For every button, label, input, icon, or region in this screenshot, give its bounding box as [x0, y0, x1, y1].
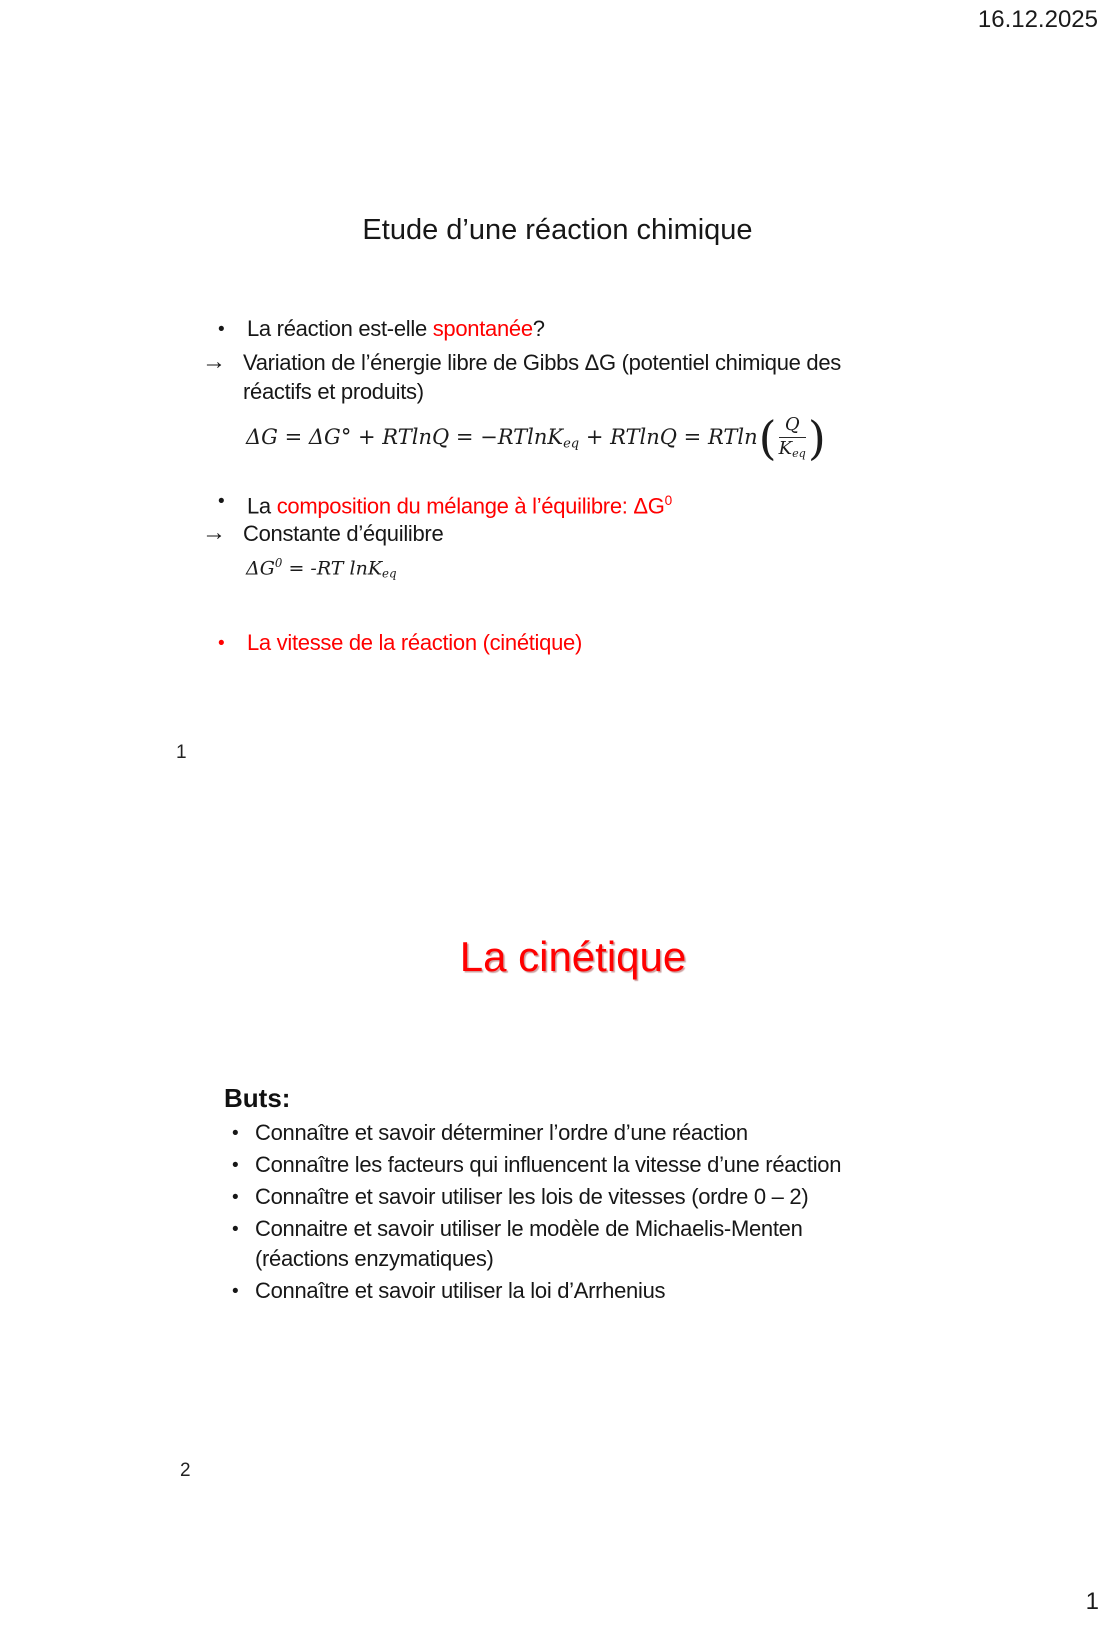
- buts-heading: Buts:: [224, 1083, 291, 1113]
- fraction-denominator-subscript: eq: [792, 446, 806, 460]
- bullet-icon: •: [232, 1155, 239, 1176]
- close-paren: ): [807, 411, 826, 465]
- bullet-text-red: composition du mélange à l’équilibre: ΔG: [276, 493, 665, 519]
- bullet-text-red: La vitesse de la réaction (cinétique): [247, 630, 582, 655]
- list-item: [230, 1276, 950, 1306]
- bullet-text-black2: ?: [532, 316, 545, 341]
- bullet-text-red: spontanée: [432, 316, 533, 341]
- bullet-text: Connaître et savoir utiliser les lois de vitesses (ordre 0 – 2): [255, 1184, 809, 1209]
- list-item: [230, 1214, 950, 1274]
- list-item: [230, 1182, 950, 1212]
- list-item: [230, 1150, 950, 1180]
- arrow-line-constante: [202, 519, 893, 548]
- bullet-icon: •: [232, 1219, 239, 1240]
- arrow-text: Constante d’équilibre: [243, 521, 444, 546]
- bullet-vitesse: [218, 628, 582, 657]
- buts-list: [230, 1118, 950, 1308]
- bullet-composition: [218, 486, 672, 520]
- arrow-text: Variation de l’énergie libre de Gibbs ΔG (potentiel chimique des réactifs et produits): [243, 350, 841, 404]
- fraction-denominator: $K_{eq}$: [778, 437, 806, 460]
- slide1-title: Etude d’une réaction chimique: [362, 214, 753, 246]
- equation-subscript: eq: [382, 566, 397, 581]
- equation-subscript: eq: [563, 436, 580, 452]
- dg0-equation: $\Delta G^0 = -RT$ lnK$_{eq}$: [246, 556, 397, 581]
- fraction-numerator: Q: [779, 415, 806, 438]
- bullet-text: Connaitre et savoir utiliser le modèle de Michaelis-Menten (réactions enzymatiques): [255, 1216, 803, 1271]
- gibbs-equation: [246, 410, 827, 466]
- open-paren: (: [758, 411, 777, 465]
- slide2-number: 2: [180, 1460, 191, 1481]
- bullet-text: Connaître et savoir utiliser la loi d’Arrhenius: [255, 1278, 666, 1303]
- slide1-number: 1: [176, 742, 187, 763]
- page-number: 1: [1085, 1588, 1099, 1615]
- document-date: 16.12.2025: [977, 6, 1098, 33]
- bullet-spontanee: [218, 314, 545, 343]
- bullet-icon: •: [232, 1281, 239, 1302]
- bullet-icon: •: [232, 1187, 239, 1208]
- bullet-text-black: La réaction est-elle: [247, 316, 433, 341]
- fraction: [779, 415, 806, 461]
- arrow-line-gibbs: [202, 348, 893, 406]
- bullet-text: Connaître et savoir déterminer l’ordre d’une réaction: [255, 1120, 748, 1145]
- arrow-icon: →: [202, 519, 226, 546]
- bullet-text: Connaître les facteurs qui influencent la vitesse d’une réaction: [255, 1152, 842, 1177]
- equation-superscript: 0: [274, 556, 283, 570]
- bullet-icon: •: [218, 633, 225, 654]
- slide2-title: La cinétique: [459, 933, 687, 980]
- equation-text: ΔG = ΔG° + RTlnQ = −RTlnK$_{eq}$ + RTlnQ = RTln: [246, 424, 758, 452]
- arrow-icon: →: [202, 348, 226, 375]
- bullet-text-black: La: [247, 493, 277, 519]
- bullet-icon: •: [232, 1123, 239, 1144]
- bullet-text-superscript: 0: [664, 493, 673, 508]
- list-item: [230, 1118, 950, 1148]
- bullet-icon: •: [218, 491, 225, 512]
- bullet-icon: •: [218, 319, 225, 340]
